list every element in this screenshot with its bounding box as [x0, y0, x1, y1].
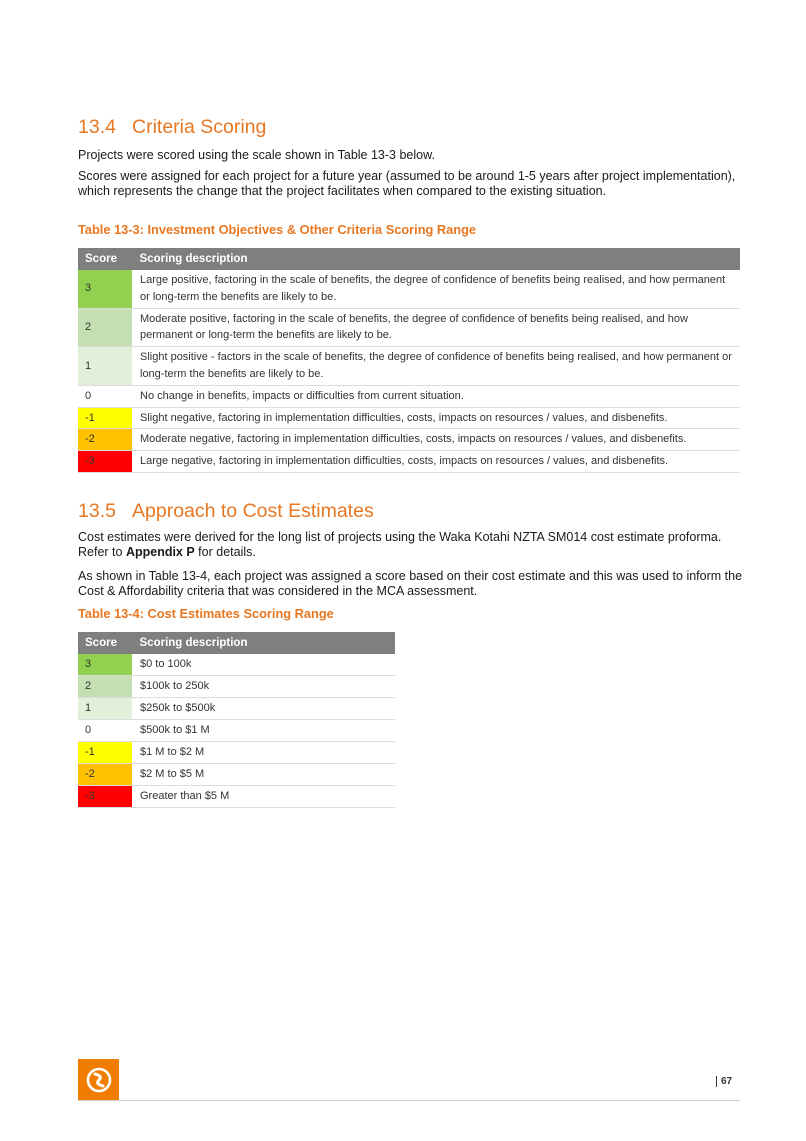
table-row [78, 676, 395, 698]
table-header-row [78, 632, 395, 654]
description-cell: Greater than $5 M [133, 786, 396, 808]
paragraph: Projects were scored using the scale shown in Table 13-3 below. [78, 148, 435, 162]
table-caption: Table 13-3: Investment Objectives & Other Criteria Scoring Range [78, 222, 477, 237]
description-cell: Large positive, factoring in the scale of benefits, the degree of confidence of benefits being realised, and how permanent or long-term the benefits are likely to be. [133, 270, 741, 308]
table-caption: Table 13-4: Cost Estimates Scoring Range [78, 606, 334, 621]
score-cell: 0 [78, 385, 133, 407]
score-cell: -3 [78, 451, 133, 473]
description-cell: Moderate positive, factoring in the scale of benefits, the degree of confidence of benefits being realised, and how permanent or long-term the benefits are likely to be. [133, 308, 741, 347]
paragraph: Scores were assigned for each project for a future year (assumed to be around 1-5 years after project implementation), which represents the change that the project facilitates when compared to the existing situation. [78, 169, 736, 198]
page-number: 67 [716, 1076, 732, 1087]
section-number: 13.5 [78, 500, 116, 522]
score-cell: 1 [78, 698, 133, 720]
score-cell: 2 [78, 308, 133, 347]
table-row [78, 698, 395, 720]
table-row [78, 347, 740, 386]
table-row [78, 407, 740, 429]
table-row [78, 742, 395, 764]
score-cell: -1 [78, 407, 133, 429]
criteria-scoring-table [78, 248, 740, 473]
score-cell: -3 [78, 786, 133, 808]
score-cell: 1 [78, 347, 133, 386]
table-row [78, 270, 740, 308]
footer-divider [78, 1100, 740, 1101]
table-row [78, 764, 395, 786]
score-cell: 2 [78, 676, 133, 698]
description-cell: Slight positive - factors in the scale of benefits, the degree of confidence of benefits being realised, and how permanent or long-term the benefits are likely to be. [133, 347, 741, 386]
description-cell: $100k to 250k [133, 676, 396, 698]
score-cell: 0 [78, 720, 133, 742]
description-cell: Large negative, factoring in implementation difficulties, costs, impacts on resources / values, and disbenefits. [133, 451, 741, 473]
description-cell: $2 M to $5 M [133, 764, 396, 786]
table-row [78, 786, 395, 808]
table-row [78, 429, 740, 451]
table-row [78, 654, 395, 676]
score-cell: 3 [78, 654, 133, 676]
section-heading-13-5 [78, 499, 374, 523]
appendix-reference: Appendix P [125, 544, 195, 559]
description-cell: $250k to $500k [133, 698, 396, 720]
column-header-description: Scoring description [133, 632, 396, 654]
description-cell: $500k to $1 M [133, 720, 396, 742]
description-cell: $0 to 100k [133, 654, 396, 676]
paragraph-text: for details. [194, 544, 256, 559]
score-cell: 3 [78, 270, 133, 308]
table-header-row [78, 248, 740, 270]
column-header-score: Score [78, 248, 133, 270]
description-cell: $1 M to $2 M [133, 742, 396, 764]
company-logo-icon [78, 1059, 119, 1100]
logo-swirl-icon [86, 1067, 112, 1093]
description-cell: Moderate negative, factoring in implementation difficulties, costs, impacts on resources / values, and disbenefits. [133, 429, 741, 451]
description-cell: No change in benefits, impacts or difficulties from current situation. [133, 385, 741, 407]
paragraph: As shown in Table 13-4, each project was assigned a score based on their cost estimate and this was used to inform the Cost & Affordability criteria that was considered in the MCA assessment. [78, 569, 743, 598]
score-cell: -1 [78, 742, 133, 764]
table-row [78, 720, 395, 742]
cost-estimates-table [78, 632, 395, 808]
table-row [78, 308, 740, 347]
section-title: Approach to Cost Estimates [132, 500, 374, 522]
score-cell: -2 [78, 429, 133, 451]
column-header-description: Scoring description [133, 248, 741, 270]
section-title: Criteria Scoring [132, 116, 267, 138]
table-row [78, 385, 740, 407]
paragraph [78, 530, 738, 559]
table-row [78, 451, 740, 473]
column-header-score: Score [78, 632, 133, 654]
paragraph-text: Cost estimates were derived for the long list of projects using the Waka Kotahi NZTA SM014 cost estimate proforma. Refer to [78, 530, 722, 559]
score-cell: -2 [78, 764, 133, 786]
section-heading-13-4 [78, 115, 266, 139]
description-cell: Slight negative, factoring in implementation difficulties, costs, impacts on resources / values, and disbenefits. [133, 407, 741, 429]
section-number: 13.4 [78, 116, 116, 138]
